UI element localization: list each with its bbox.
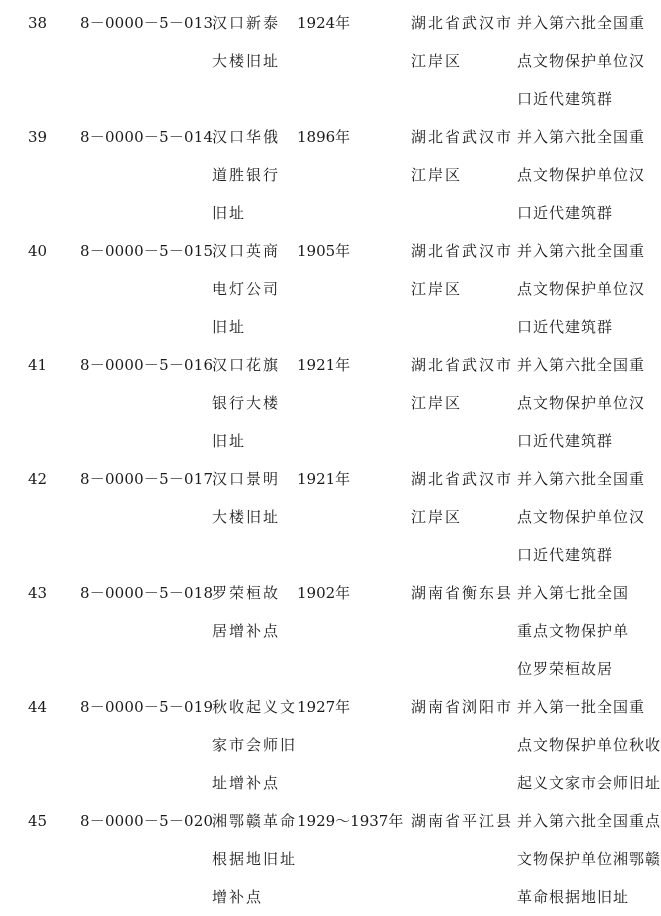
site-year xyxy=(297,460,407,498)
site-year-text: 1927年 xyxy=(297,698,351,716)
site-location xyxy=(411,574,514,612)
site-note xyxy=(517,460,646,574)
site-note xyxy=(517,574,637,688)
site-name-line: 电灯公司 xyxy=(212,280,281,298)
site-year xyxy=(297,4,407,42)
site-note-line: 并入第六批全国重 xyxy=(517,128,646,146)
row-number-text: 41 xyxy=(28,356,48,374)
site-year-text: 1902年 xyxy=(297,584,351,602)
site-location-line: 江岸区 xyxy=(411,52,463,70)
site-code xyxy=(80,232,214,270)
table-row xyxy=(0,574,640,688)
site-name-line: 汉口新泰 xyxy=(212,14,281,32)
site-name-line: 旧址 xyxy=(212,204,247,222)
site-note-line: 并入第六批全国重 xyxy=(517,14,646,32)
site-name-line: 家市会师旧 xyxy=(212,736,298,754)
site-name-line: 居增补点 xyxy=(212,622,281,640)
row-number xyxy=(28,118,68,156)
site-location-line: 江岸区 xyxy=(411,280,463,298)
site-code-text: 8－0000－5－017 xyxy=(80,470,214,488)
row-number xyxy=(28,688,68,726)
site-location xyxy=(411,346,514,422)
site-note-line: 点文物保护单位汉 xyxy=(517,280,646,298)
site-code-text: 8－0000－5－016 xyxy=(80,356,214,374)
site-year-text: 1905年 xyxy=(297,242,351,260)
table-row xyxy=(0,802,661,916)
site-location-line: 江岸区 xyxy=(411,508,463,526)
row-number xyxy=(28,802,68,840)
site-location xyxy=(411,460,514,536)
site-year-text: 1929～1937年 xyxy=(297,812,404,830)
row-number-text: 42 xyxy=(28,470,48,488)
site-location-line: 湖南省浏阳市 xyxy=(411,698,514,716)
site-note-line: 并入第六批全国重点 xyxy=(517,812,661,830)
site-note-line: 口近代建筑群 xyxy=(517,204,614,222)
site-year xyxy=(297,688,407,726)
site-location xyxy=(411,802,514,840)
site-note-line: 并入第六批全国重 xyxy=(517,356,646,374)
site-name-line: 汉口英商 xyxy=(212,242,281,260)
site-code xyxy=(80,460,214,498)
site-note-line: 并入第一批全国重 xyxy=(517,698,646,716)
row-number-text: 43 xyxy=(28,584,48,602)
row-number xyxy=(28,232,68,270)
site-year xyxy=(297,118,407,156)
site-name-line: 根据地旧址 xyxy=(212,850,298,868)
site-year xyxy=(297,574,407,612)
site-name-line: 旧址 xyxy=(212,432,247,450)
table-row xyxy=(0,232,646,346)
site-note-line: 位罗荣桓故居 xyxy=(517,660,614,678)
site-code-text: 8－0000－5－014 xyxy=(80,128,214,146)
site-location xyxy=(411,688,514,726)
site-name xyxy=(212,118,290,232)
site-note-line: 并入第七批全国 xyxy=(517,584,630,602)
row-number-text: 38 xyxy=(28,14,48,32)
site-code xyxy=(80,802,214,840)
site-name-line: 大楼旧址 xyxy=(212,52,281,70)
site-note xyxy=(517,346,646,460)
site-code xyxy=(80,574,214,612)
site-location xyxy=(411,232,514,308)
row-number xyxy=(28,460,68,498)
site-name-line: 旧址 xyxy=(212,318,247,336)
site-note-line: 文物保护单位湘鄂赣 xyxy=(517,850,661,868)
site-note xyxy=(517,688,661,802)
site-name-line: 秋收起义文 xyxy=(212,698,298,716)
site-year xyxy=(297,232,407,270)
site-note-line: 革命根据地旧址 xyxy=(517,888,630,906)
site-year xyxy=(297,346,407,384)
site-year xyxy=(297,802,407,840)
site-name xyxy=(212,574,290,650)
site-note-line: 并入第六批全国重 xyxy=(517,242,646,260)
site-name xyxy=(212,460,290,536)
site-location-line: 湖南省平江县 xyxy=(411,812,514,830)
site-name-line: 大楼旧址 xyxy=(212,508,281,526)
site-name-line: 增补点 xyxy=(212,888,264,906)
site-note-line: 重点文物保护单 xyxy=(517,622,630,640)
site-note xyxy=(517,802,661,916)
table-row xyxy=(0,4,646,118)
site-location-line: 江岸区 xyxy=(411,166,463,184)
site-year-text: 1896年 xyxy=(297,128,351,146)
site-note-line: 口近代建筑群 xyxy=(517,546,614,564)
site-note-line: 点文物保护单位汉 xyxy=(517,508,646,526)
site-name-line: 银行大楼 xyxy=(212,394,281,412)
table-row xyxy=(0,460,646,574)
site-code xyxy=(80,346,214,384)
table-row xyxy=(0,118,646,232)
site-location-line: 江岸区 xyxy=(411,394,463,412)
row-number-text: 44 xyxy=(28,698,48,716)
site-code-text: 8－0000－5－015 xyxy=(80,242,214,260)
site-note xyxy=(517,118,646,232)
site-code xyxy=(80,118,214,156)
site-location-line: 湖北省武汉市 xyxy=(411,470,514,488)
site-location-line: 湖北省武汉市 xyxy=(411,14,514,32)
site-location-line: 湖北省武汉市 xyxy=(411,128,514,146)
site-year-text: 1921年 xyxy=(297,356,351,374)
site-note-line: 点文物保护单位汉 xyxy=(517,394,646,412)
site-name-line: 道胜银行 xyxy=(212,166,281,184)
row-number xyxy=(28,4,68,42)
row-number xyxy=(28,574,68,612)
site-name xyxy=(212,346,290,460)
site-code-text: 8－0000－5－020 xyxy=(80,812,214,830)
site-name-line: 罗荣桓故 xyxy=(212,584,281,602)
site-location xyxy=(411,118,514,194)
site-location-line: 湖北省武汉市 xyxy=(411,242,514,260)
row-number xyxy=(28,346,68,384)
site-name xyxy=(212,688,298,802)
table-row xyxy=(0,346,646,460)
row-number-text: 39 xyxy=(28,128,48,146)
site-location xyxy=(411,4,514,80)
site-note-line: 点文物保护单位汉 xyxy=(517,52,646,70)
site-note-line: 并入第六批全国重 xyxy=(517,470,646,488)
site-note-line: 点文物保护单位汉 xyxy=(517,166,646,184)
site-name xyxy=(212,802,298,916)
site-name xyxy=(212,4,290,80)
site-note-line: 点文物保护单位秋收 xyxy=(517,736,661,754)
site-name-line: 汉口华俄 xyxy=(212,128,281,146)
site-code xyxy=(80,4,214,42)
site-note-line: 口近代建筑群 xyxy=(517,318,614,336)
site-note xyxy=(517,232,646,346)
site-note-line: 起义文家市会师旧址 xyxy=(517,774,661,792)
site-location-line: 湖北省武汉市 xyxy=(411,356,514,374)
site-code-text: 8－0000－5－019 xyxy=(80,698,214,716)
site-note-line: 口近代建筑群 xyxy=(517,432,614,450)
site-location-line: 湖南省衡东县 xyxy=(411,584,514,602)
site-code-text: 8－0000－5－013 xyxy=(80,14,214,32)
row-number-text: 40 xyxy=(28,242,48,260)
site-year-text: 1921年 xyxy=(297,470,351,488)
site-name-line: 湘鄂赣革命 xyxy=(212,812,298,830)
site-name-line: 址增补点 xyxy=(212,774,281,792)
table-row xyxy=(0,688,661,802)
site-code xyxy=(80,688,214,726)
row-number-text: 45 xyxy=(28,812,48,830)
site-year-text: 1924年 xyxy=(297,14,351,32)
site-note xyxy=(517,4,646,118)
site-code-text: 8－0000－5－018 xyxy=(80,584,214,602)
site-note-line: 口近代建筑群 xyxy=(517,90,614,108)
site-name-line: 汉口花旗 xyxy=(212,356,281,374)
site-name-line: 汉口景明 xyxy=(212,470,281,488)
site-name xyxy=(212,232,290,346)
